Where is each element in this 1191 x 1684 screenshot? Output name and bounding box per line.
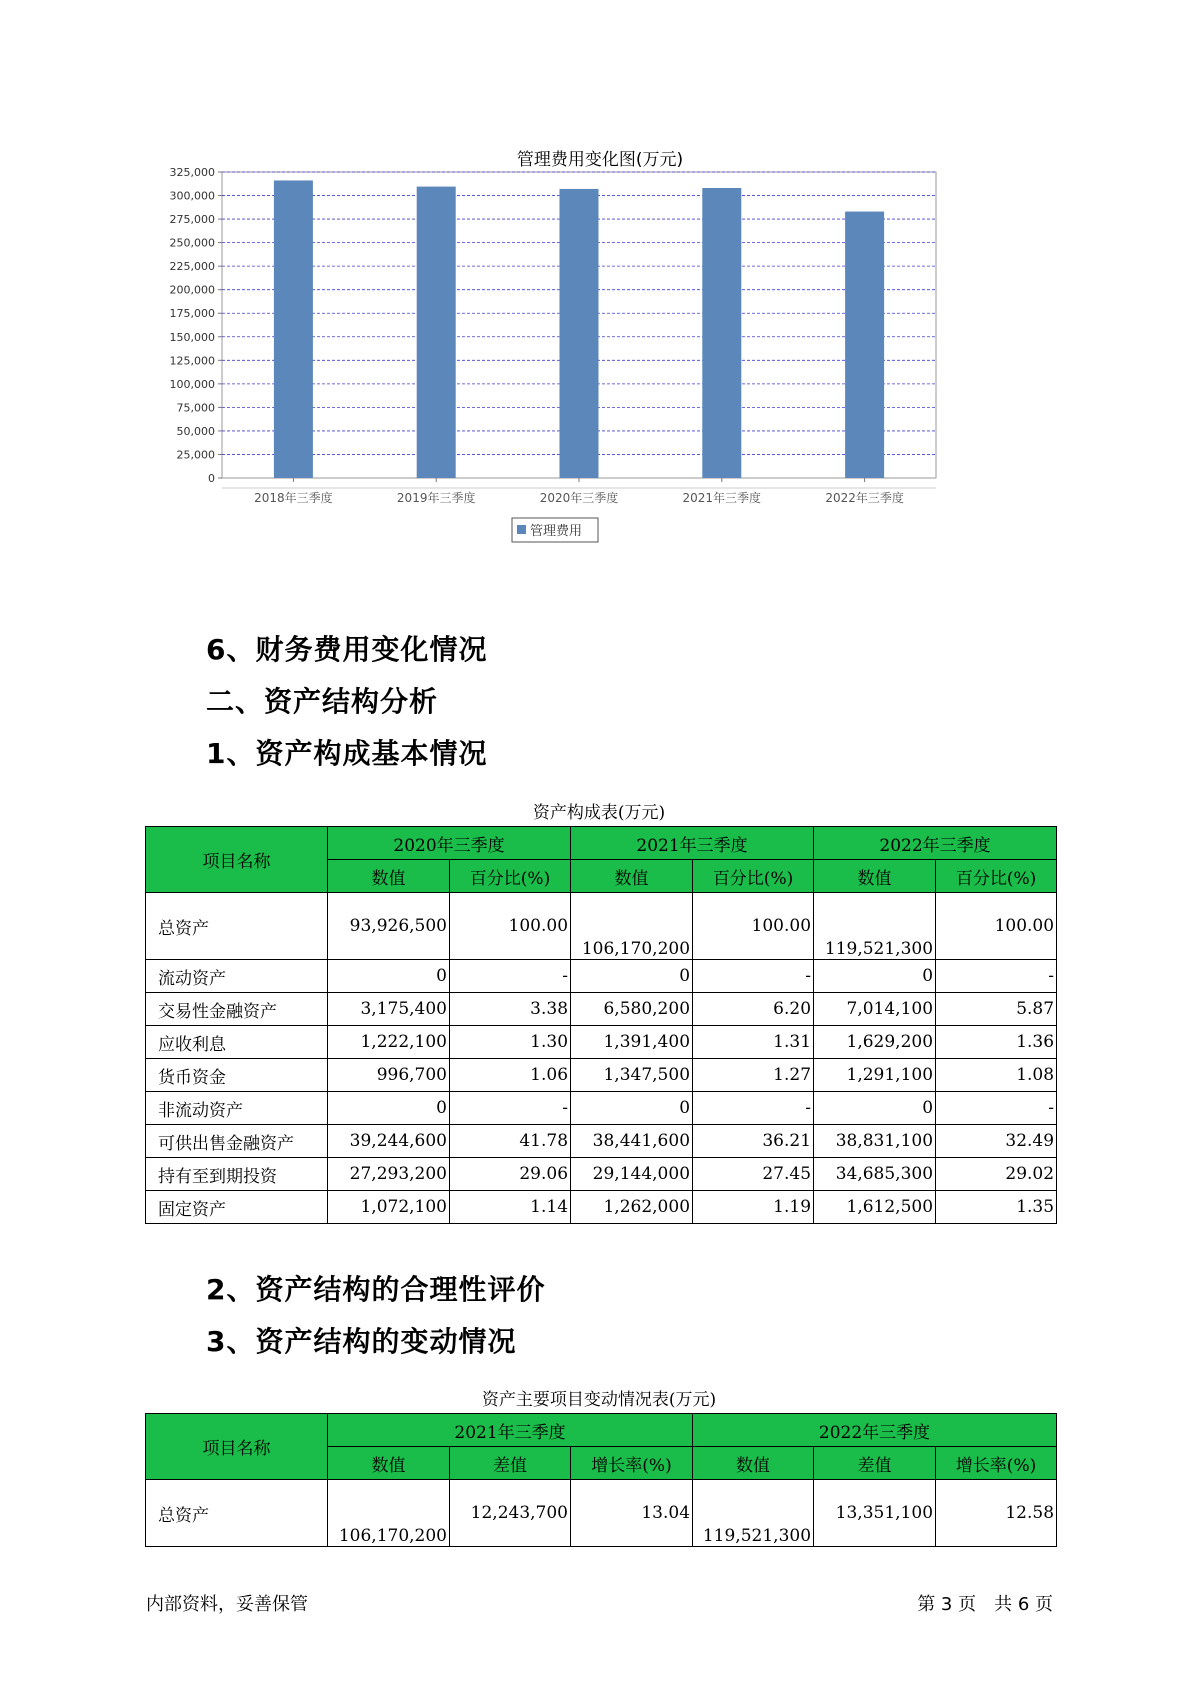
table1-name-header: 项目名称 [146, 827, 328, 893]
table-cell: 106,170,200 [328, 1480, 450, 1547]
table-cell: 6,580,200 [571, 993, 693, 1026]
y-tick-label: 275,000 [169, 213, 215, 227]
table2-sub-header: 增长率(%) [936, 1447, 1057, 1480]
table-cell: 29,144,000 [571, 1158, 693, 1191]
table-cell: 100.00 [450, 893, 571, 960]
legend-swatch [517, 525, 526, 534]
table-cell: 7,014,100 [814, 993, 936, 1026]
row-label: 可供出售金融资产 [146, 1125, 328, 1158]
table1-sub-header: 百分比(%) [450, 860, 571, 893]
table2-sub-header: 数值 [693, 1447, 814, 1480]
table-cell: 0 [814, 1092, 936, 1125]
table-cell: - [450, 960, 571, 993]
table-cell: 27,293,200 [328, 1158, 450, 1191]
table-cell: 1,391,400 [571, 1026, 693, 1059]
heading-asset-structure: 二、资产结构分析 [206, 685, 439, 718]
bar [417, 187, 456, 478]
table-cell: 0 [571, 1092, 693, 1125]
table-cell: 27.45 [693, 1158, 814, 1191]
bar [845, 212, 884, 478]
table-cell: 1.14 [450, 1191, 571, 1224]
table-cell: 1,262,000 [571, 1191, 693, 1224]
table-cell: 1.31 [693, 1026, 814, 1059]
table1-sub-header: 数值 [814, 860, 936, 893]
table-cell: 1,222,100 [328, 1026, 450, 1059]
bar [274, 180, 313, 478]
table-cell: 0 [328, 1092, 450, 1125]
table-cell: - [693, 960, 814, 993]
table-row [146, 1191, 1057, 1224]
row-label: 流动资产 [146, 960, 328, 993]
table-row [146, 1059, 1057, 1092]
table-cell: 6.20 [693, 993, 814, 1026]
table1-sub-header: 数值 [571, 860, 693, 893]
table2-period-header: 2022年三季度 [693, 1414, 1057, 1447]
table-cell: 29.02 [936, 1158, 1057, 1191]
table-cell: 36.21 [693, 1125, 814, 1158]
row-label: 固定资产 [146, 1191, 328, 1224]
table-row [146, 1026, 1057, 1059]
table-cell: 39,244,600 [328, 1125, 450, 1158]
x-tick-label: 2018年三季度 [254, 491, 333, 505]
table-cell: 38,441,600 [571, 1125, 693, 1158]
legend-label: 管理费用 [530, 524, 583, 539]
table-cell: 29.06 [450, 1158, 571, 1191]
y-tick-label: 25,000 [176, 448, 215, 462]
table-cell: 1,072,100 [328, 1191, 450, 1224]
asset-composition-table [145, 826, 1057, 1224]
x-tick-label: 2022年三季度 [825, 491, 904, 505]
bar [702, 188, 741, 478]
bar-chart [160, 140, 1040, 600]
table-cell: 100.00 [936, 893, 1057, 960]
table-cell: 1.06 [450, 1059, 571, 1092]
table-cell: 3,175,400 [328, 993, 450, 1026]
table-cell: 0 [814, 960, 936, 993]
table-cell: 119,521,300 [814, 893, 936, 960]
table-cell: 119,521,300 [693, 1480, 814, 1547]
table-row [146, 960, 1057, 993]
table-cell: 1,347,500 [571, 1059, 693, 1092]
table-cell: 996,700 [328, 1059, 450, 1092]
table-cell: 100.00 [693, 893, 814, 960]
y-tick-label: 50,000 [176, 424, 215, 438]
table-cell: 1.19 [693, 1191, 814, 1224]
table-cell: 12,243,700 [450, 1480, 571, 1547]
table-cell: 34,685,300 [814, 1158, 936, 1191]
y-tick-label: 250,000 [169, 236, 215, 250]
heading-finance-cost: 6、财务费用变化情况 [206, 633, 488, 666]
table-cell: 93,926,500 [328, 893, 450, 960]
table-cell: - [693, 1092, 814, 1125]
asset-change-table [145, 1413, 1057, 1547]
heading-structure-change: 3、资产结构的变动情况 [206, 1325, 517, 1358]
row-label: 货币资金 [146, 1059, 328, 1092]
table-row [146, 1480, 1057, 1547]
table2-name-header: 项目名称 [146, 1414, 328, 1480]
table-cell: - [450, 1092, 571, 1125]
table-row [146, 993, 1057, 1026]
table1-period-header: 2022年三季度 [814, 827, 1057, 860]
table-row [146, 893, 1057, 960]
row-label: 总资产 [146, 893, 328, 960]
table-cell: 1.08 [936, 1059, 1057, 1092]
chart-title: 管理费用变化图(万元) [516, 150, 684, 170]
table1-sub-header: 数值 [328, 860, 450, 893]
table-cell: 13,351,100 [814, 1480, 936, 1547]
table2-sub-header: 差值 [450, 1447, 571, 1480]
table-cell: 0 [328, 960, 450, 993]
table1-sub-header: 百分比(%) [936, 860, 1057, 893]
table-cell: 1.30 [450, 1026, 571, 1059]
table-cell: 38,831,100 [814, 1125, 936, 1158]
table1-period-header: 2020年三季度 [328, 827, 571, 860]
table-cell: 1.27 [693, 1059, 814, 1092]
heading-structure-evaluation: 2、资产结构的合理性评价 [206, 1273, 546, 1306]
table-row [146, 1158, 1057, 1191]
y-tick-label: 325,000 [169, 166, 215, 179]
row-label: 持有至到期投资 [146, 1158, 328, 1191]
table1-caption: 资产构成表(万元) [532, 803, 666, 823]
table-cell: 1,291,100 [814, 1059, 936, 1092]
table-cell: 12.58 [936, 1480, 1057, 1547]
x-tick-label: 2020年三季度 [539, 491, 619, 505]
table-cell: 32.49 [936, 1125, 1057, 1158]
table-row [146, 1092, 1057, 1125]
table2-sub-header: 增长率(%) [571, 1447, 693, 1480]
table-cell: 13.04 [571, 1480, 693, 1547]
y-tick-label: 0 [208, 472, 215, 485]
table2-sub-header: 数值 [328, 1447, 450, 1480]
y-tick-label: 125,000 [169, 354, 215, 368]
table1-sub-header: 百分比(%) [693, 860, 814, 893]
table-cell: - [936, 1092, 1057, 1125]
table-row [146, 1125, 1057, 1158]
y-tick-label: 300,000 [169, 189, 215, 203]
row-label: 总资产 [146, 1480, 328, 1547]
table-cell: 106,170,200 [571, 893, 693, 960]
y-tick-label: 75,000 [176, 401, 215, 415]
table2-caption: 资产主要项目变动情况表(万元) [481, 1390, 717, 1410]
table2-period-header: 2021年三季度 [328, 1414, 693, 1447]
table-cell: 1.36 [936, 1026, 1057, 1059]
table-cell: 1,629,200 [814, 1026, 936, 1059]
y-tick-label: 225,000 [169, 260, 215, 274]
table-cell: 1.35 [936, 1191, 1057, 1224]
x-tick-label: 2021年三季度 [682, 491, 762, 505]
table-cell: 3.38 [450, 993, 571, 1026]
table-cell: 5.87 [936, 993, 1057, 1026]
footer-page-number: 第 3 页 共 6 页 [917, 1594, 1053, 1615]
y-tick-label: 175,000 [169, 307, 215, 321]
table-cell: - [936, 960, 1057, 993]
row-label: 应收利息 [146, 1026, 328, 1059]
x-tick-label: 2019年三季度 [396, 491, 476, 505]
table-cell: 0 [571, 960, 693, 993]
y-tick-label: 100,000 [169, 377, 215, 391]
table-cell: 1,612,500 [814, 1191, 936, 1224]
y-tick-label: 150,000 [169, 330, 215, 344]
y-tick-label: 200,000 [169, 283, 215, 297]
row-label: 非流动资产 [146, 1092, 328, 1125]
footer-confidential: 内部资料，妥善保管 [146, 1594, 308, 1615]
heading-asset-composition: 1、资产构成基本情况 [206, 737, 488, 770]
table-cell: 41.78 [450, 1125, 571, 1158]
row-label: 交易性金融资产 [146, 993, 328, 1026]
table2-sub-header: 差值 [814, 1447, 936, 1480]
bar [560, 189, 599, 478]
table1-period-header: 2021年三季度 [571, 827, 814, 860]
